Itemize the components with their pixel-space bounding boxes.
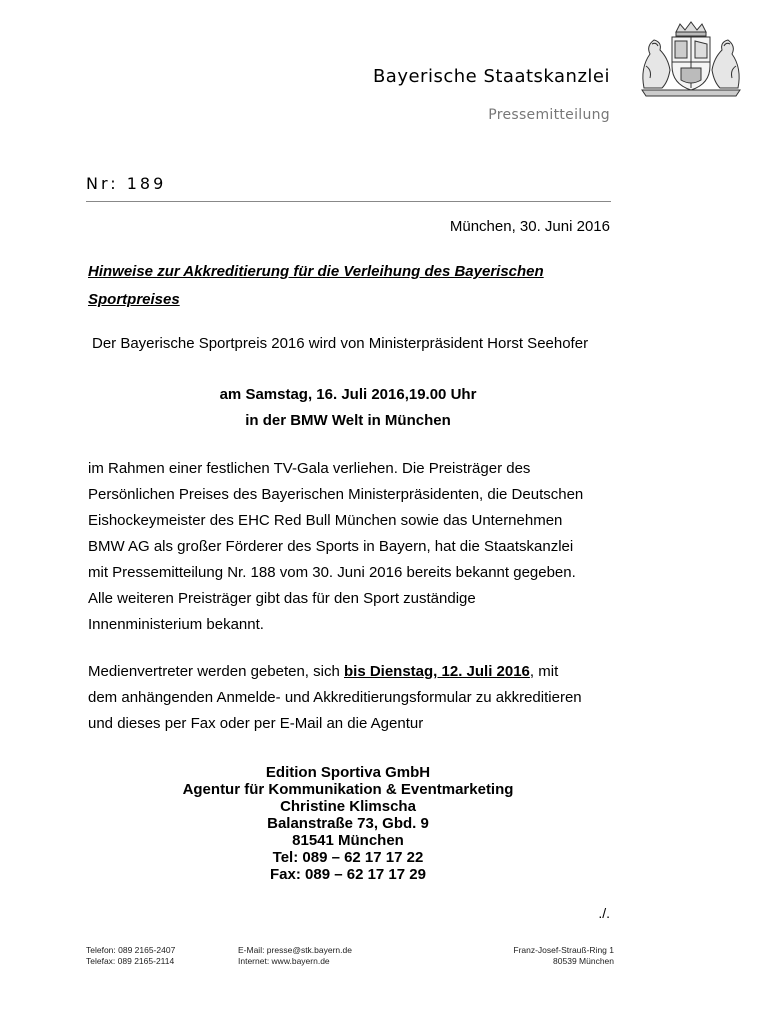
event-details xyxy=(88,382,608,434)
footer-city: 80539 München xyxy=(553,956,614,966)
body1-line: mit Pressemitteilung Nr. 188 vom 30. Juni 2016 bereits bekannt gegeben. xyxy=(88,564,576,581)
body1-line: Eishockeymeister des EHC Red Bull München sowie das Unternehmen xyxy=(88,512,563,529)
continuation-mark: ./. xyxy=(598,905,610,921)
agency-name: Edition Sportiva GmbH xyxy=(265,764,431,781)
body2-line: und dieses per Fax oder per E-Mail an die Agentur xyxy=(88,715,424,732)
footer-contact-web xyxy=(238,945,352,967)
footer-internet[interactable]: Internet: www.bayern.de xyxy=(238,956,330,966)
agency-phone: Tel: 089 – 62 17 17 22 xyxy=(272,849,424,866)
agency-fax: Fax: 089 – 62 17 17 29 xyxy=(270,866,426,883)
headline: Hinweise zur Akkreditierung für die Verleihung des Bayerischen Sportpreises xyxy=(88,263,544,308)
body-paragraph-2 xyxy=(88,659,618,737)
body1-line: BMW AG als großer Förderer des Sports in Bayern, hat die Staatskanzlei xyxy=(88,538,574,555)
body1-line: Persönlichen Preises des Bayerischen Ministerpräsidenten, die Deutschen xyxy=(88,486,584,503)
footer-fax: Telefax: 089 2165-2114 xyxy=(86,956,175,966)
footer-contact-phone xyxy=(86,945,175,967)
date-line: München, 30. Juni 2016 xyxy=(449,218,610,235)
body1-line: im Rahmen einer festlichen TV-Gala verliehen. Die Preisträger des xyxy=(88,460,531,477)
body-paragraph-1 xyxy=(88,456,618,638)
body2-text: Medienvertreter werden gebeten, sich xyxy=(88,663,344,680)
body1-line: Innenministerium bekannt. xyxy=(88,616,264,633)
event-location: in der BMW Welt in München xyxy=(245,412,451,429)
agency-street: Balanstraße 73, Gbd. 9 xyxy=(267,815,429,832)
footer-address xyxy=(513,945,614,967)
event-date-time: am Samstag, 16. Juli 2016,19.00 Uhr xyxy=(219,386,477,403)
document-type: Pressemitteilung xyxy=(488,107,610,123)
agency-address-block xyxy=(88,764,608,883)
agency-city: 81541 München xyxy=(292,832,404,849)
footer-street: Franz-Josef-Strauß-Ring 1 xyxy=(513,945,614,955)
bavarian-coat-of-arms-icon xyxy=(632,18,750,98)
agency-description: Agentur für Kommunikation & Eventmarketing xyxy=(182,781,514,798)
organization-name: Bayerische Staatskanzlei xyxy=(372,66,610,87)
agency-contact-person: Christine Klimscha xyxy=(280,798,416,815)
body2-line xyxy=(88,659,618,685)
footer-email[interactable]: E-Mail: presse@stk.bayern.de xyxy=(238,945,352,955)
release-number: Nr: 189 xyxy=(86,174,167,193)
intro-paragraph: Der Bayerische Sportpreis 2016 wird von Ministerpräsident Horst Seehofer xyxy=(92,335,589,352)
deadline-text: bis Dienstag, 12. Juli 2016 xyxy=(343,663,530,680)
header-divider xyxy=(86,201,611,202)
footer-phone: Telefon: 089 2165-2407 xyxy=(86,945,176,955)
body2-line: dem anhängenden Anmelde- und Akkreditierungsformular zu akkreditieren xyxy=(88,689,582,706)
body2-text: , mit xyxy=(529,663,559,680)
body1-line: Alle weiteren Preisträger gibt das für den Sport zuständige xyxy=(88,590,476,607)
